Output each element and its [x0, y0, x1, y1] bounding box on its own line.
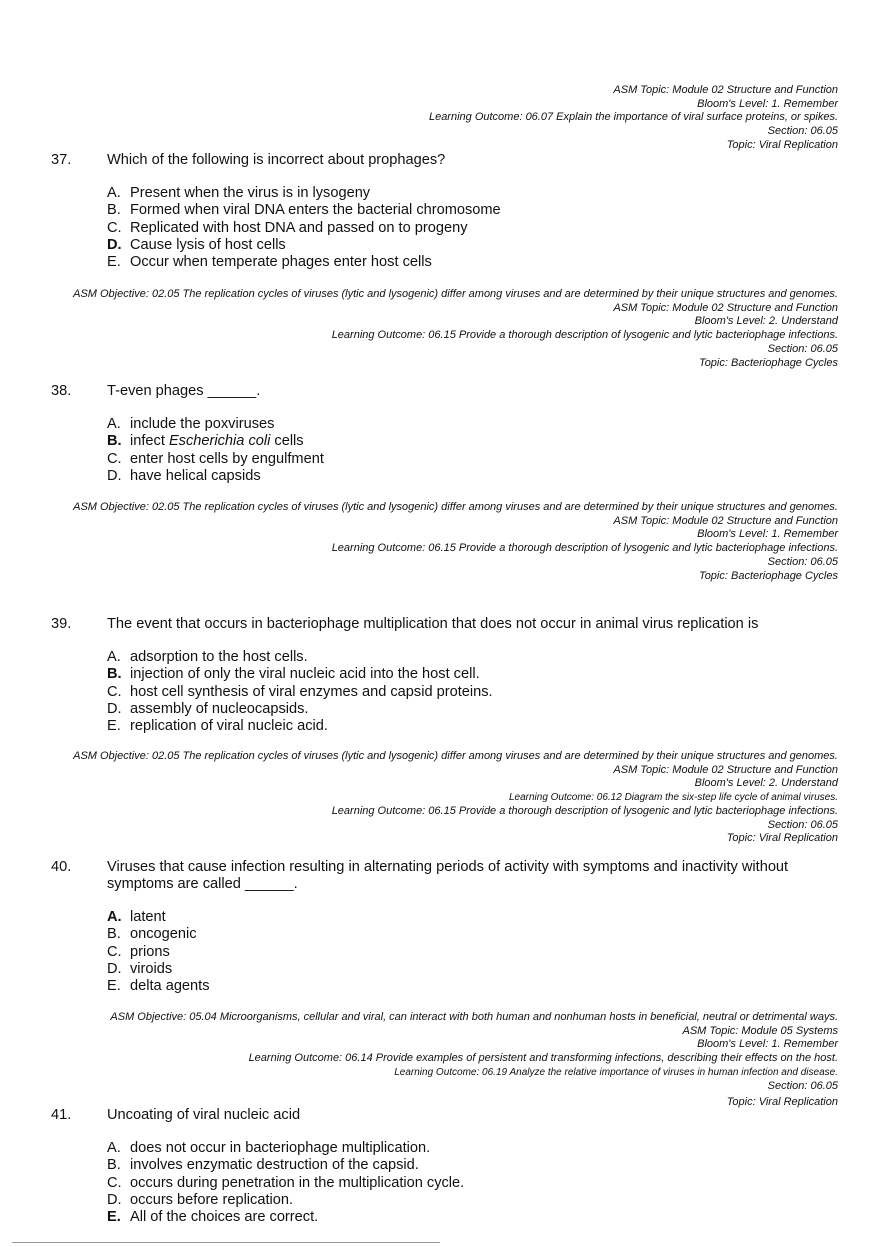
question-38 [51, 383, 841, 485]
question-text: T-even phages ______. [107, 383, 261, 399]
blooms-level: Bloom's Level: 1. Remember [697, 528, 838, 541]
option-b: B. involves enzymatic destruction of the capsid. [107, 1157, 419, 1174]
question-number: 41. [51, 1107, 72, 1123]
answer-options [107, 1140, 841, 1226]
learning-outcome: Learning Outcome: 06.14 Provide examples of persistent and transforming infections, describing their effects on the host. [248, 1052, 838, 1065]
question-number: 40. [51, 859, 72, 875]
footer-divider [12, 1242, 440, 1243]
option-d: D. occurs before replication. [107, 1191, 294, 1208]
metadata-block-40 [28, 1011, 838, 1110]
asm-topic: ASM Topic: Module 05 Systems [682, 1024, 838, 1037]
option-a: A. does not occur in bacteriophage multiplication. [107, 1140, 431, 1156]
topic: Topic: Bacteriophage Cycles [698, 356, 838, 369]
question-number: 39. [51, 616, 72, 632]
section: Section: 06.05 [767, 555, 838, 568]
metadata-block-37 [48, 288, 838, 370]
blooms-level: Bloom's Level: 1. Remember [697, 1038, 838, 1051]
question-text: Viruses that cause infection resulting in alternating periods of activity with symptoms and inactivity without symptoms are called ______. [107, 859, 789, 892]
option-b-correct: B. infect Escherichia coli cells [107, 433, 304, 450]
option-e: E. delta agents [107, 978, 210, 995]
question-40 [51, 859, 841, 995]
option-a: A. Present when the virus is in lysogeny [107, 185, 371, 201]
option-d: D. have helical capsids [107, 467, 261, 484]
section: Section: 06.05 [767, 342, 838, 355]
option-d-correct: D. Cause lysis of host cells [107, 236, 286, 253]
option-c: C. prions [107, 943, 170, 960]
asm-objective: ASM Objective: 02.05 The replication cycles of viruses (lytic and lysogenic) differ among viruses and are determined by their unique structures and genomes. [73, 288, 838, 300]
learning-outcome-2: Learning Outcome: 06.19 Analyze the relative importance of viruses in human infection and disease. [394, 1066, 838, 1078]
answer-options [107, 185, 841, 271]
option-a-correct: A. latent [107, 909, 166, 925]
topic: Topic: Bacteriophage Cycles [698, 569, 838, 582]
option-d: D. assembly of nucleocapsids. [107, 700, 309, 717]
topic: Topic: Viral Replication [726, 1096, 838, 1109]
metadata-block-39 [48, 750, 838, 846]
asm-topic: ASM Topic: Module 02 Structure and Function [613, 84, 838, 96]
topic: Topic: Viral Replication [726, 832, 838, 845]
asm-objective: ASM Objective: 02.05 The replication cycles of viruses (lytic and lysogenic) differ among viruses and are determined by their unique structures and genomes. [73, 750, 838, 762]
option-d: D. viroids [107, 960, 173, 977]
option-b: B. Formed when viral DNA enters the bacterial chromosome [107, 202, 501, 219]
learning-outcome: Learning Outcome: 06.15 Provide a thorough description of lysogenic and lytic bacteriophage infections. [331, 542, 838, 555]
option-a: A. adsorption to the host cells. [107, 649, 308, 665]
species-name: Escherichia coli [168, 433, 271, 450]
learning-outcome: Learning Outcome: 06.07 Explain the importance of viral surface proteins, or spikes. [428, 111, 838, 124]
blooms-level: Bloom's Level: 1. Remember [697, 97, 838, 110]
option-c: C. host cell synthesis of viral enzymes and capsid proteins. [107, 683, 493, 700]
option-c: C. Replicated with host DNA and passed on to progeny [107, 219, 468, 236]
question-37 [51, 152, 841, 271]
blooms-level: Bloom's Level: 2. Understand [694, 777, 838, 790]
question-39 [51, 616, 841, 735]
learning-outcome: Learning Outcome: 06.15 Provide a thorough description of lysogenic and lytic bacteriophage infections. [331, 329, 838, 342]
question-number: 38. [51, 383, 72, 399]
metadata-block-38 [48, 501, 838, 583]
topic: Topic: Viral Replication [726, 138, 838, 151]
question-text: The event that occurs in bacteriophage multiplication that does not occur in animal virus replication is [107, 616, 759, 632]
option-c: C. enter host cells by engulfment [107, 450, 324, 467]
blooms-level: Bloom's Level: 2. Understand [694, 315, 838, 328]
section: Section: 06.05 [767, 1079, 838, 1092]
asm-objective: ASM Objective: 02.05 The replication cycles of viruses (lytic and lysogenic) differ among viruses and are determined by their unique structures and genomes. [73, 501, 838, 513]
question-number: 37. [51, 152, 72, 168]
option-b: B. oncogenic [107, 926, 197, 943]
learning-outcome: Learning Outcome: 06.12 Diagram the six-step life cycle of animal viruses. [508, 792, 838, 804]
question-41 [51, 1107, 841, 1226]
asm-topic: ASM Topic: Module 02 Structure and Function [613, 301, 838, 314]
asm-topic: ASM Topic: Module 02 Structure and Function [613, 763, 838, 776]
option-e: E. Occur when temperate phages enter host cells [107, 254, 432, 271]
answer-options [107, 649, 841, 735]
option-e: E. replication of viral nucleic acid. [107, 718, 328, 735]
option-a: A. include the poxviruses [107, 416, 275, 432]
asm-objective: ASM Objective: 05.04 Microorganisms, cellular and viral, can interact with both human and nonhuman hosts in beneficial, neutral or detrimental ways. [110, 1011, 838, 1023]
answer-options [107, 909, 841, 995]
option-e-correct: E. All of the choices are correct. [107, 1209, 319, 1226]
section: Section: 06.05 [767, 818, 838, 831]
answer-options [107, 416, 841, 485]
question-text: Which of the following is incorrect about prophages? [107, 152, 446, 168]
question-text: Uncoating of viral nucleic acid [107, 1107, 301, 1123]
metadata-block-top [429, 84, 838, 153]
asm-topic: ASM Topic: Module 02 Structure and Function [613, 514, 838, 527]
section: Section: 06.05 [767, 125, 838, 138]
option-c: C. occurs during penetration in the multiplication cycle. [107, 1174, 465, 1191]
option-b-correct: B. injection of only the viral nucleic acid into the host cell. [107, 666, 480, 683]
learning-outcome-2: Learning Outcome: 06.15 Provide a thorough description of lysogenic and lytic bacteriophage infections. [331, 804, 838, 817]
